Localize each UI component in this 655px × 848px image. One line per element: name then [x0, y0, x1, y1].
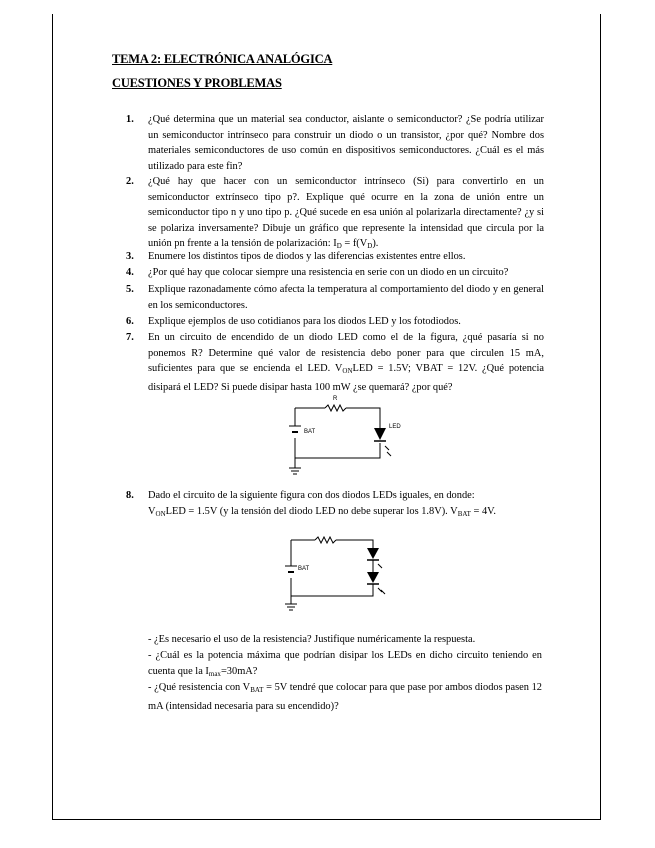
question-number: 6. [126, 316, 134, 327]
question-number: 8. [126, 490, 134, 501]
question-text: Dado el circuito de la siguiente figura con dos diodos LEDs iguales, en donde: [148, 490, 475, 501]
question-text: ¿Qué hay que hacer con un semiconductor intrínseco (Si) para convertirlo en un semiconductor extrínseco tipo p?. Explique qué ocurre en la zona de unión entre un semiconductor tipo n y uno tipo p. ¿Qué sucede en esa unión al polarizarla directamente? ¿y si se polariza inversamente? Dibuje un gráfico que represente la intensidad que circula por la unión pn frente a la tensión de polarización: $I_D = f(V_D)$. [148, 176, 544, 251]
document-title: TEMA 2: ELECTRÓNICA ANALÓGICA [112, 52, 333, 66]
question-number: 3. [126, 251, 134, 262]
question-number: 2. [126, 176, 134, 187]
document-subtitle: CUESTIONES Y PROBLEMAS [112, 76, 282, 90]
circuit-figure-2 [283, 526, 393, 616]
battery-label: BAT [298, 566, 310, 572]
question-text: En un circuito de encendido de un diodo LED como el de la figura, ¿qué pasaría si no ponemos R? Determine qué valor de resistencia debo poner para que circulen 15 mA, suficientes para que se encienda el LED. $V_{ON}LED = 1.5V$; VBAT = 12V. ¿Qué potencia disipará el LED? Si puede disipar hasta 100 mW ¿se quemará? ¿por qué? [148, 332, 545, 393]
question-number: 5. [126, 284, 134, 295]
led-label: LED [389, 424, 401, 430]
subquestion-1: - ¿Es necesario el uso de la resistencia? Justifique numéricamente la respuesta. [148, 634, 476, 645]
subquestion-3: - ¿Qué resistencia con $V_{BAT} = 5V$ tendré que colocar para que pase por ambos diodos pasen 12 mA (intensidad necesaria para su encendido)? [148, 682, 542, 712]
question-text: Explique ejemplos de uso cotidianos para los diodos LED y los fotodiodos. [148, 316, 461, 327]
circuit-figure-1 [285, 388, 415, 478]
led-1-symbol [367, 548, 379, 559]
question-text: Enumere los distintos tipos de diodos y las diferencias existentes entre ellos. [148, 251, 466, 262]
led-2-symbol [367, 572, 379, 583]
resistor-label: R [333, 396, 338, 402]
question-text: Explique razonadamente cómo afecta la temperatura al comportamiento del diodo y en general en los semiconductores. [148, 284, 544, 311]
resistor-symbol [315, 537, 336, 543]
led-symbol [374, 428, 386, 440]
question-text: ¿Qué determina que un material sea conductor, aislante o semiconductor? ¿Se podría utilizar un semiconductor intrínseco para construir un diodo o un transistor, ¿por qué? Nombre dos materiales semiconductores de uso común en dispositivos semiconductores. ¿Cuál es el más utilizado para este fin? [148, 114, 544, 172]
question-number: 1. [126, 114, 134, 125]
question-text: ¿Por qué hay que colocar siempre una resistencia en serie con un diodo en un circuito? [148, 267, 509, 278]
resistor-symbol [325, 405, 346, 411]
ground-symbol [289, 468, 301, 474]
question-number: 7. [126, 332, 134, 343]
question-number: 4. [126, 267, 134, 278]
subquestion-2: - ¿Cuál es la potencia máxima que podrían disipar los LEDs en dicho circuito teniendo en cuenta que la $I_{max}=30mA$? [148, 650, 542, 678]
ground-symbol [285, 604, 297, 610]
question-8-values: $V_{ON}LED = 1.5V$ (y la tensión del diodo LED no debe superar los 1.8V). $V_{BAT} = 4V$. [148, 506, 496, 518]
battery-label: BAT [304, 429, 316, 435]
